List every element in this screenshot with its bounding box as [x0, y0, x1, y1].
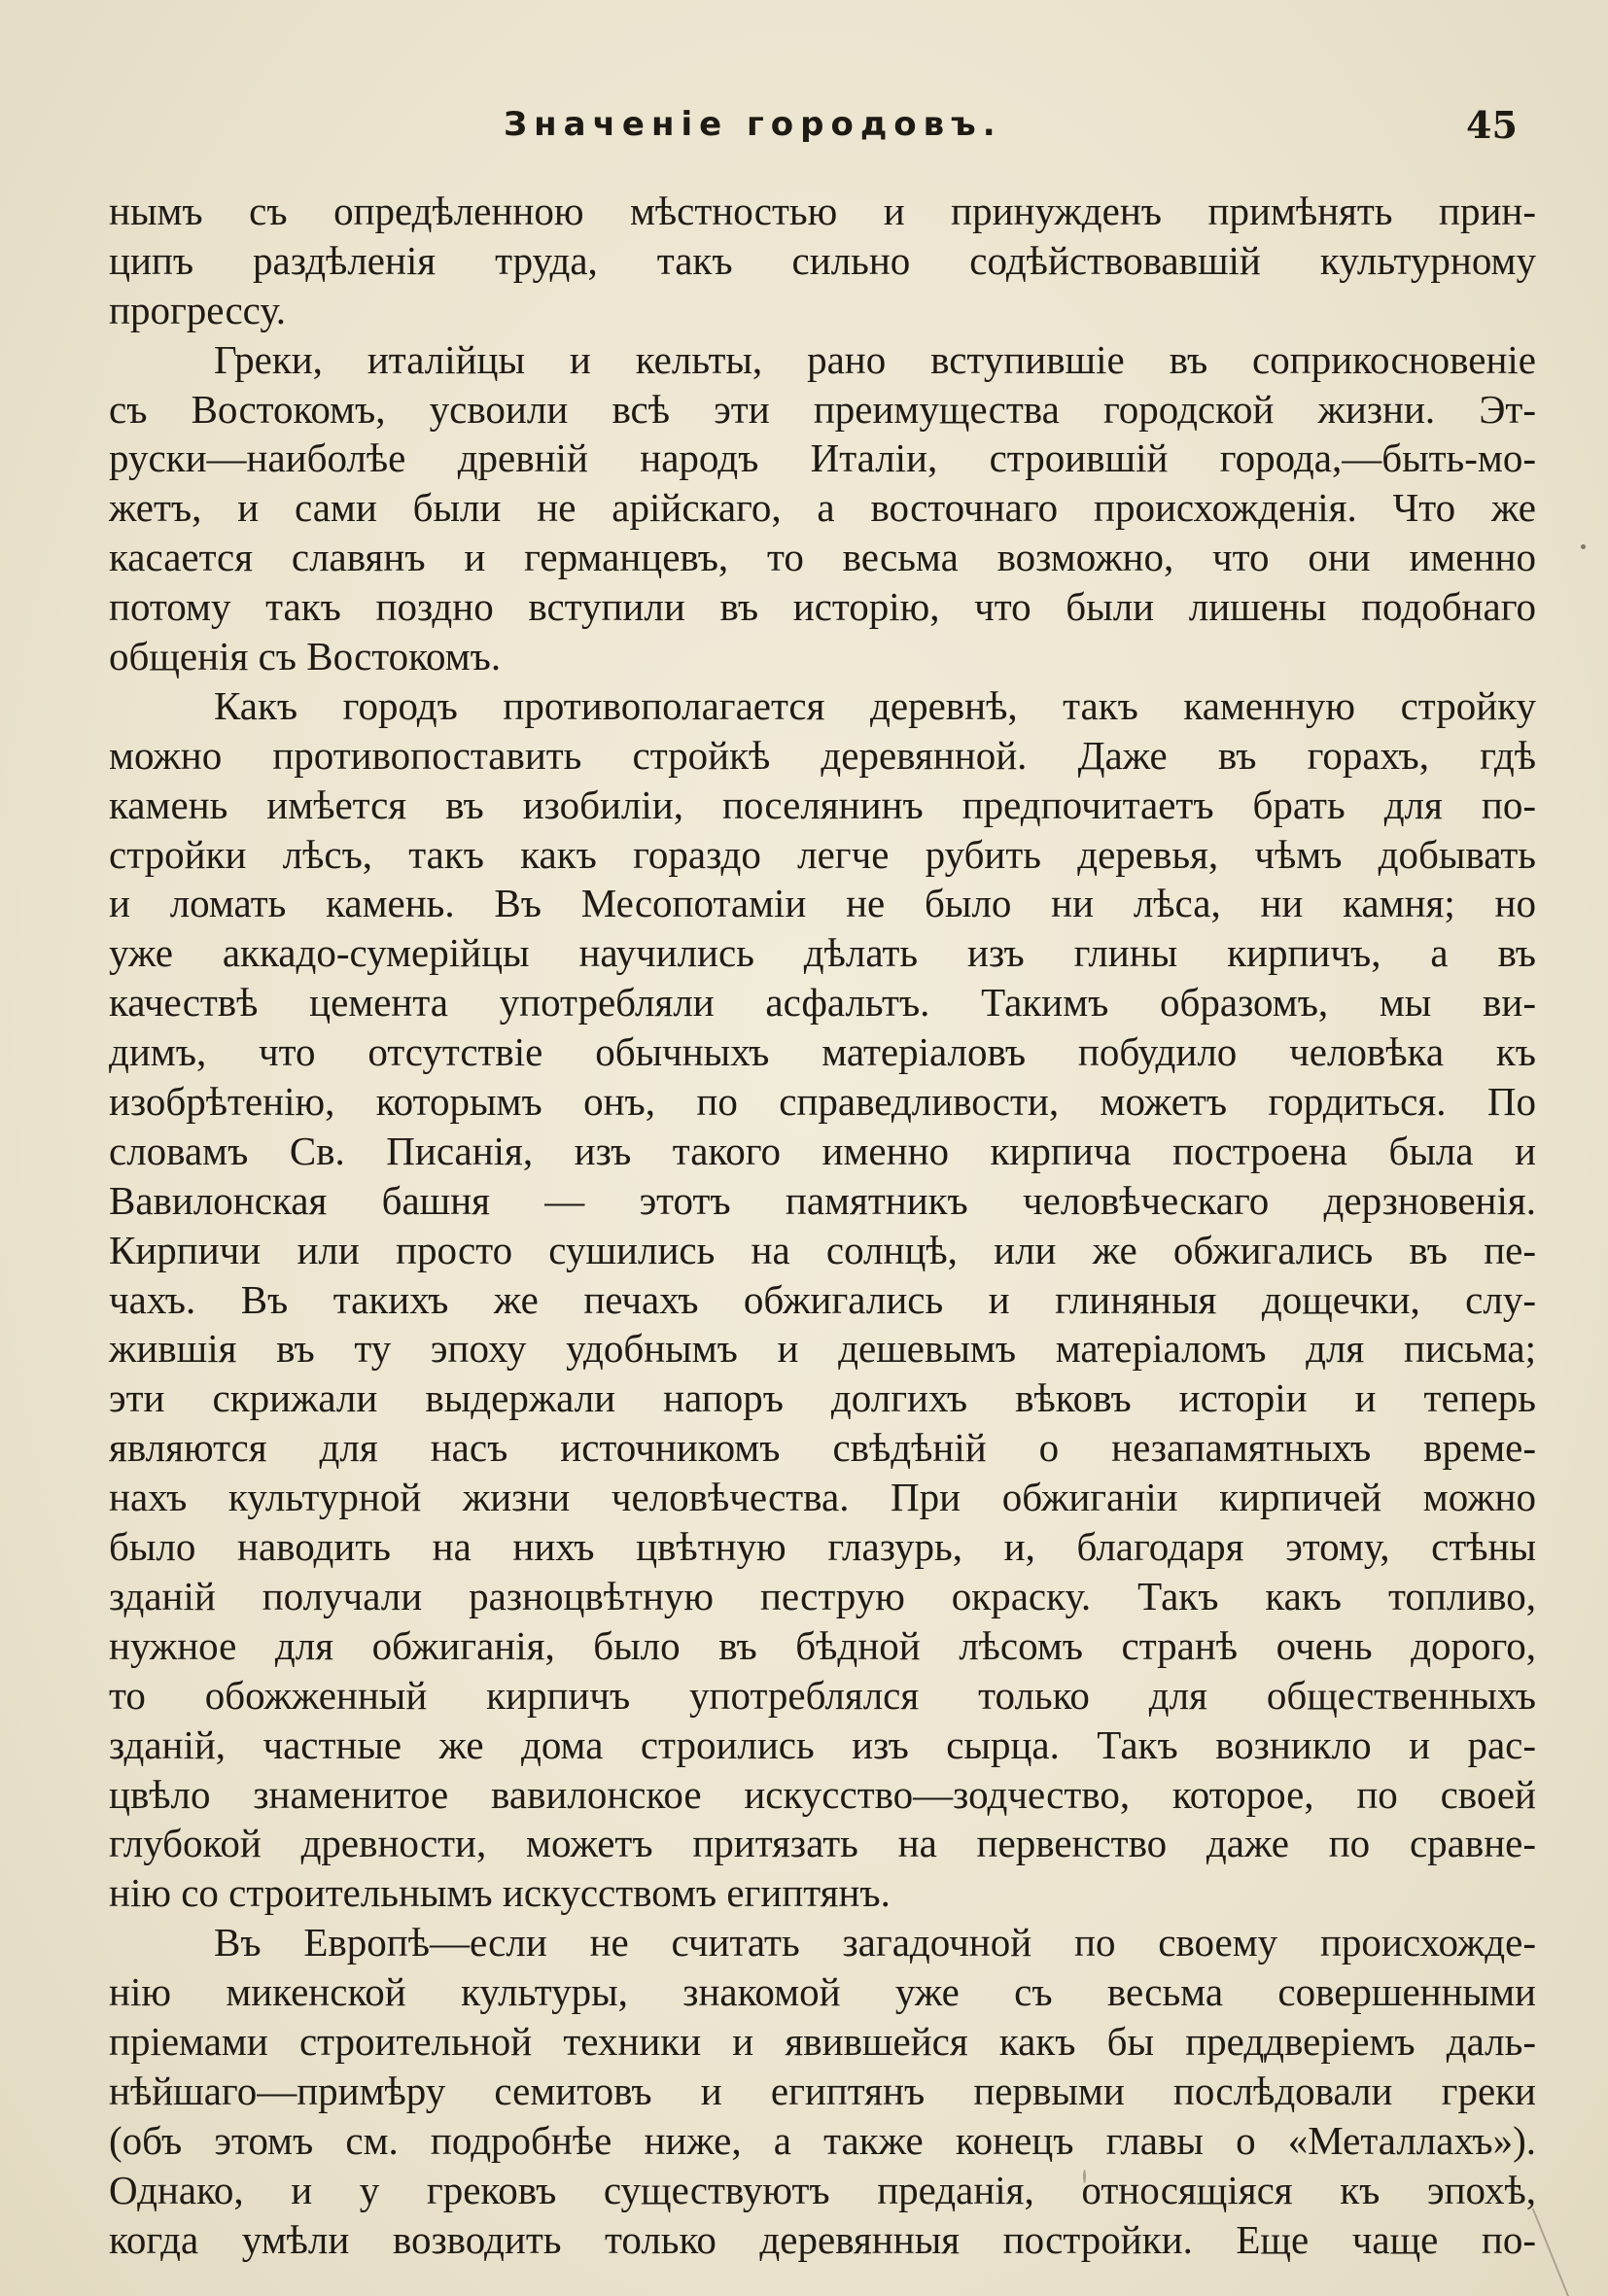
text-line: качествѣ цемента употребляли асфальтъ. Такимъ образомъ, мы ви-: [109, 980, 1536, 1026]
text-line: руски—наиболѣе древній народъ Италіи, строившій города,—быть-мо-: [109, 435, 1536, 481]
text-line: камень имѣется въ изобиліи, поселянинъ предпочитаетъ брать для по-: [109, 782, 1536, 827]
text-line: эти скрижали выдержали напоръ долгихъ вѣковъ исторіи и теперь: [109, 1375, 1536, 1421]
text-line: являются для насъ источникомъ свѣдѣній о незапамятныхъ време-: [109, 1425, 1536, 1471]
text-line: словамъ Св. Писанія, изъ такого именно кирпича построена была и: [109, 1128, 1536, 1173]
text-line: съ Востокомъ, усвоили всѣ эти преимущества городской жизни. Эт-: [109, 386, 1536, 432]
text-line: изобрѣтенію, которымъ онъ, по справедливости, можетъ гордиться. По: [109, 1079, 1536, 1125]
text-line: можно противопоставить стройкѣ деревянной. Даже въ горахъ, гдѣ: [109, 732, 1536, 778]
text-line: жетъ, и сами были не арійскаго, а восточнаго происхожденія. Что же: [109, 485, 1536, 531]
text-line: ципъ раздѣленія труда, такъ сильно содѣйствовавшій культурному: [109, 237, 1536, 283]
text-line: нію микенской культуры, знакомой уже съ весьма совершенными: [109, 1969, 1536, 2015]
text-line: потому такъ поздно вступили въ исторію, что были лишены подобнаго: [109, 584, 1536, 630]
running-head: Значеніе городовъ.: [504, 105, 1002, 144]
body-text: [109, 187, 1536, 2264]
text-line: (объ этомъ см. подробнѣе ниже, а также конецъ главы о «Металлахъ»).: [109, 2117, 1536, 2163]
text-line: Кирпичи или просто сушились на солнцѣ, или же обжигались въ пе-: [109, 1227, 1536, 1272]
text-line: когда умѣли возводить только деревянныя постройки. Еще чаще по-: [109, 2216, 1536, 2262]
text-line: глубокой древности, можетъ притязать на первенство даже по сравне-: [109, 1821, 1536, 1866]
text-line: нію со строительнымъ искусствомъ египтянъ.: [109, 1870, 891, 1916]
text-line: то обожженный кирпичъ употреблялся только для общественныхъ: [109, 1672, 1536, 1718]
text-line: цвѣло знаменитое вавилонское искусство—зодчество, которое, по своей: [109, 1771, 1536, 1817]
text-line: нѣйшаго—примѣру семитовъ и египтянъ первыми послѣдовали греки: [109, 2068, 1536, 2113]
text-line: зданій, частные же дома строились изъ сырца. Такъ возникло и рас-: [109, 1722, 1536, 1767]
text-line: Какъ городъ противополагается деревнѣ, такъ каменную стройку: [214, 682, 1536, 728]
page-corner-crease: [1532, 2209, 1608, 2296]
text-line: нымъ съ опредѣленною мѣстностью и принужденъ примѣнять прин-: [109, 189, 1536, 233]
text-line: чахъ. Въ такихъ же печахъ обжигались и глиняныя дощечки, слу-: [109, 1276, 1536, 1322]
text-line: стройки лѣсъ, такъ какъ гораздо легче рубить деревья, чѣмъ добывать: [109, 831, 1536, 877]
text-line: пріемами строительной техники и явившейся какъ бы преддверіемъ даль-: [109, 2018, 1536, 2064]
text-line: уже аккадо-сумерійцы научились дѣлать изъ глины кирпичъ, а въ: [109, 930, 1536, 976]
text-line: Однако, и у грековъ существуютъ преданія, относящіяся къ эпохѣ,: [109, 2167, 1536, 2212]
text-line: Греки, италійцы и кельты, рано вступившіе въ соприкосновеніе: [214, 336, 1536, 382]
text-line: было наводить на нихъ цвѣтную глазурь, и, благодаря этому, стѣны: [109, 1524, 1536, 1570]
text-line: и ломать камень. Въ Месопотаміи не было ни лѣса, ни камня; но: [109, 881, 1536, 926]
text-line: димъ, что отсутствіе обычныхъ матеріаловъ побудило человѣка къ: [109, 1029, 1536, 1075]
page-number: 45: [1466, 103, 1518, 147]
text-line: жившія въ ту эпоху удобнымъ и дешевымъ матеріаломъ для письма;: [109, 1326, 1536, 1372]
text-line: Въ Европѣ—если не считать загадочной по своему происхожде-: [214, 1920, 1536, 1966]
text-line: общенія съ Востокомъ.: [109, 634, 502, 679]
text-line: Вавилонская башня — этотъ памятникъ человѣческаго дерзновенія.: [109, 1177, 1536, 1223]
text-line: касается славянъ и германцевъ, то весьма возможно, что они именно: [109, 535, 1536, 580]
text-line: нахъ культурной жизни человѣчества. При обжиганіи кирпичей можно: [109, 1475, 1536, 1520]
text-line: прогрессу.: [109, 287, 286, 332]
ink-speck: [1581, 544, 1586, 549]
ink-speck: [1083, 2170, 1086, 2183]
text-line: зданій получали разноцвѣтную пеструю окраску. Такъ какъ топливо,: [109, 1573, 1536, 1618]
text-line: нужное для обжиганія, было въ бѣдной лѣсомъ странѣ очень дорого,: [109, 1622, 1536, 1668]
